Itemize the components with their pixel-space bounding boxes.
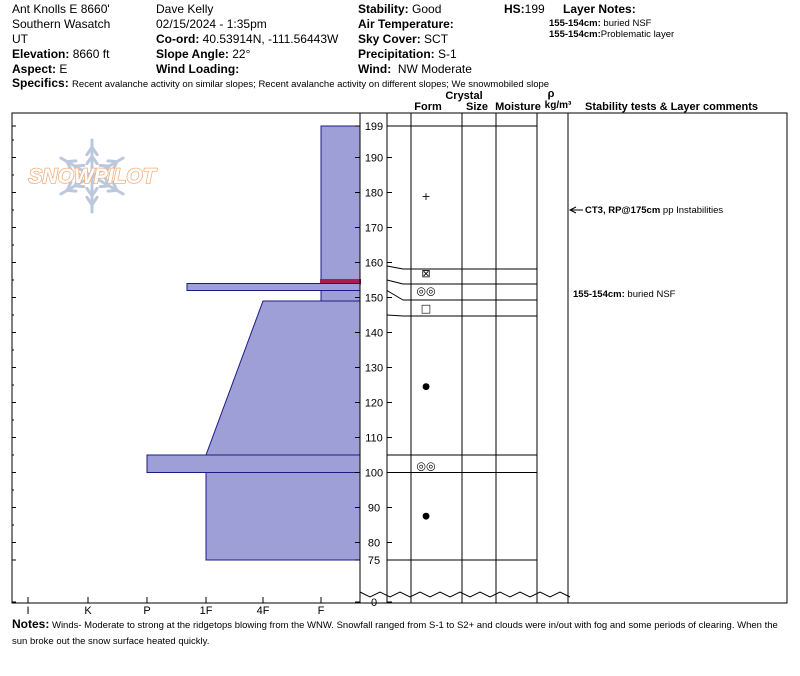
layer-connector xyxy=(387,266,403,269)
comment-rest: buried NSF xyxy=(627,289,676,300)
notes xyxy=(12,616,790,650)
comment-bold: 155-154cm: xyxy=(573,289,628,300)
precip-label: Precipitation: xyxy=(358,47,435,61)
axis-break xyxy=(360,592,570,597)
height-tick-label: 160 xyxy=(364,257,384,270)
aspect-label: Aspect: xyxy=(12,62,57,76)
grain-symbol: □ xyxy=(420,302,432,315)
col-stability: Stability tests & Layer comments xyxy=(585,101,759,113)
snowflake-branch xyxy=(67,190,76,191)
hardness-tick-label: P xyxy=(143,605,151,617)
height-tick-label: 100 xyxy=(364,467,384,480)
precip-value: S-1 xyxy=(438,47,457,61)
logo-text: SNOWPILOT xyxy=(28,165,156,188)
height-tick-label: 80 xyxy=(367,537,381,550)
height-tick-label: 180 xyxy=(364,187,384,200)
height-tick-label: 90 xyxy=(367,502,381,515)
height-tick-label: 0 xyxy=(370,597,378,609)
grain-symbol: ◎◎ xyxy=(416,459,436,473)
hardness-layer-0 xyxy=(321,126,360,280)
layer-note-1-label: 155-154cm: xyxy=(549,18,601,29)
datetime: 02/15/2024 - 1:35pm xyxy=(156,17,267,31)
hs-value: 199 xyxy=(524,2,545,16)
hardness-layer-6 xyxy=(206,473,360,561)
stability-label: Stability: xyxy=(358,2,409,16)
comment-text xyxy=(585,205,723,216)
specifics-label: Specifics: xyxy=(12,76,69,90)
grain-symbol: ● xyxy=(422,382,430,392)
height-tick-label: 110 xyxy=(365,432,383,445)
comment-bold: CT3, RP@175cm xyxy=(585,205,663,216)
notes-text: Winds- Moderate to strong at the ridgetops blowing from the WNW. Snowfall ranged from S-1 to S2+ and clouds were in/out with fog and some periods of clearing. When the sun broke out the snow surface heated quickly. xyxy=(12,620,778,647)
state: UT xyxy=(12,32,28,46)
hardness-layer-3 xyxy=(321,291,360,302)
height-tick-label: 170 xyxy=(364,222,384,235)
sky-label: Sky Cover: xyxy=(358,32,421,46)
coord-label: Co-ord: xyxy=(156,32,200,46)
comments-frame xyxy=(568,113,787,603)
snowflake-branch xyxy=(108,161,117,162)
hardness-layer-5 xyxy=(147,455,360,473)
height-tick-label: 199 xyxy=(364,121,384,133)
slope-label: Slope Angle: xyxy=(156,47,229,61)
snowpilot-logo xyxy=(28,140,157,212)
col-size: Size xyxy=(465,101,489,113)
range: Southern Wasatch xyxy=(12,17,111,31)
hs-label: HS: xyxy=(504,2,525,16)
comment-text xyxy=(573,289,676,300)
layer-connector xyxy=(387,291,403,301)
hardness-tick-label: 1F xyxy=(199,605,213,617)
grain-forms xyxy=(416,190,435,522)
height-tick-label: 75 xyxy=(367,555,381,567)
hardness-layer-4 xyxy=(206,301,360,455)
grain-symbol: + xyxy=(421,190,431,203)
grain-symbol: ◎◎ xyxy=(416,284,436,298)
observer: Dave Kelly xyxy=(156,2,214,16)
layer-connector xyxy=(387,315,403,316)
hardness-tick-label: 4F xyxy=(256,605,270,617)
grain-symbol: ⊠ xyxy=(421,267,431,280)
layer-note-1-text: buried NSF xyxy=(603,18,652,29)
wind-label: Wind: xyxy=(358,62,392,76)
elevation-label: Elevation: xyxy=(12,47,70,61)
hardness-layer-2 xyxy=(187,284,360,291)
col-density: kg/m³ xyxy=(544,100,572,111)
height-tick-label: 190 xyxy=(364,152,384,165)
grain-symbol: ● xyxy=(422,511,430,522)
location: Ant Knolls E 8660' xyxy=(12,2,110,16)
layer-note-2-label: 155-154cm: xyxy=(549,29,601,40)
specifics-text: Recent avalanche activity on similar slopes; Recent avalanche activity on different slopes; We snowmobiled slope xyxy=(72,79,550,90)
stability-value: Good xyxy=(412,2,442,16)
col-form: Form xyxy=(414,101,442,113)
height-tick-label: 150 xyxy=(364,292,384,305)
height-tick-label: 140 xyxy=(364,327,384,340)
air-temp-label: Air Temperature: xyxy=(358,17,454,31)
comment-rest: pp Instabilities xyxy=(662,205,724,216)
wind-value: NW Moderate xyxy=(397,62,472,76)
hardness-layer-1 xyxy=(321,280,360,284)
col-crystal: Crystal xyxy=(445,90,483,102)
hardness-tick-label: I xyxy=(26,605,30,617)
hardness-profile xyxy=(147,126,360,560)
stability-comments xyxy=(570,205,723,300)
layer-connector xyxy=(387,280,403,284)
column-headers xyxy=(414,88,758,113)
wind-loading-label: Wind Loading: xyxy=(156,62,240,76)
layer-notes-title: Layer Notes: xyxy=(563,2,636,16)
coord-value: 40.53914N, -111.56443W xyxy=(202,32,339,46)
hardness-tick-label: K xyxy=(84,605,92,617)
hardness-tick-label: F xyxy=(317,605,325,617)
aspect-value: E xyxy=(59,62,68,76)
notes-label: Notes: xyxy=(12,617,50,631)
hardness-axis xyxy=(26,597,324,617)
layer-note-2-text: Problematic layer xyxy=(600,29,675,40)
sky-value: SCT xyxy=(424,32,449,46)
col-rho: ρ xyxy=(547,88,555,100)
height-tick-label: 130 xyxy=(364,362,384,375)
elevation-value: 8660 ft xyxy=(72,47,110,61)
col-moisture: Moisture xyxy=(495,101,541,113)
slope-value: 22° xyxy=(232,47,251,61)
height-tick-label: 120 xyxy=(364,397,384,410)
